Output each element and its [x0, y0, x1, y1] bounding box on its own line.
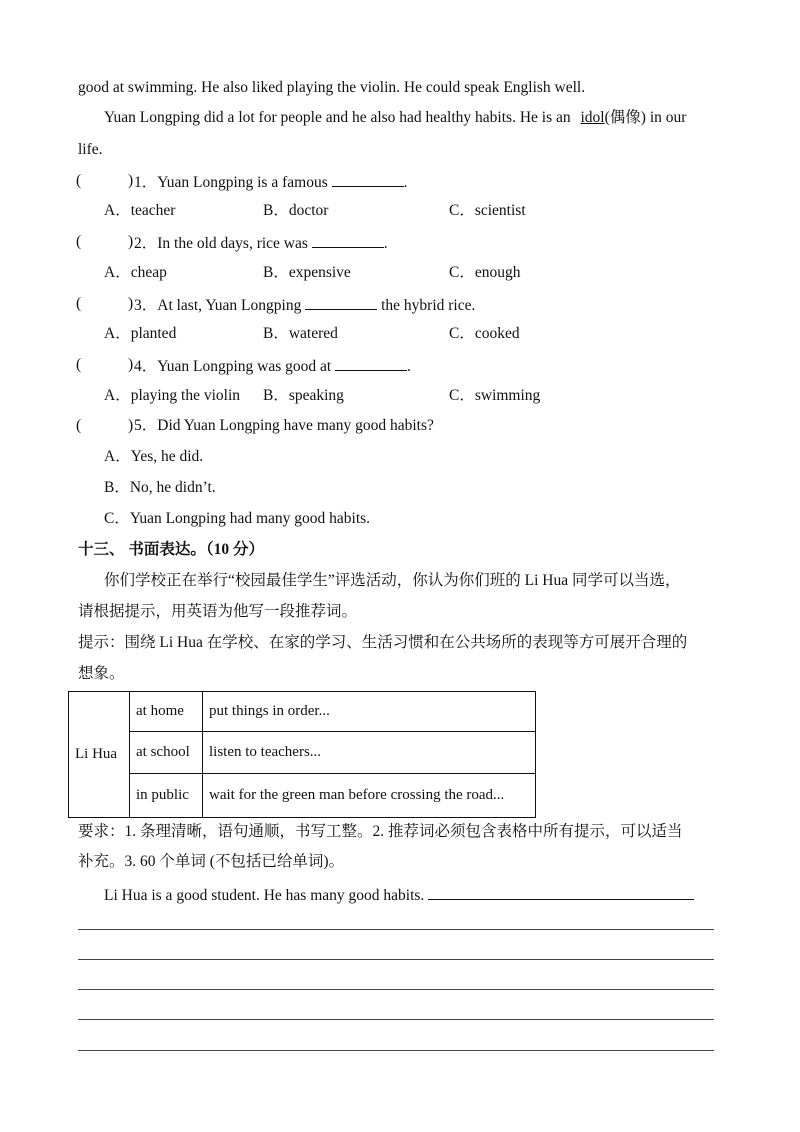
question-stem: 1．Yuan Longping is a famous . — [134, 171, 407, 193]
option-c[interactable]: C．Yuan Longping had many good habits. — [104, 510, 371, 527]
question-stem: 3．At last, Yuan Longping the hybrid rice. — [134, 294, 475, 316]
place-cell: in public — [130, 774, 203, 818]
option-b[interactable]: B．expensive — [263, 264, 351, 281]
answer-blank[interactable] — [305, 294, 377, 310]
question-stem: 2．In the old days, rice was . — [134, 232, 388, 254]
option-b[interactable]: B．No, he didn’t. — [104, 479, 216, 496]
section-title: 十三、 书面表达。（10 分） — [78, 541, 265, 558]
option-a[interactable]: A．Yes, he did. — [104, 448, 204, 465]
question-stem: 4．Yuan Longping was good at . — [134, 355, 411, 377]
answer-blank[interactable] — [332, 171, 404, 187]
option-c[interactable]: C．swimming — [449, 387, 541, 404]
hint-cell: listen to teachers... — [203, 732, 536, 774]
option-c[interactable]: C．enough — [449, 264, 521, 281]
writing-starter: Li Hua is a good student. He has many good habits. — [104, 884, 694, 906]
option-a[interactable]: A．playing the violin — [104, 387, 241, 404]
answer-paren-open: ( — [76, 172, 82, 189]
answer-paren-close: ) — [128, 233, 134, 250]
hint-cell: wait for the green man before crossing the road... — [203, 774, 536, 818]
answer-paren-open: ( — [76, 295, 82, 312]
option-b[interactable]: B．watered — [263, 325, 338, 342]
answer-blank[interactable] — [335, 355, 407, 371]
instruction-line: 你们学校正在举行“校园最佳学生”评选活动，你认为你们班的 Li Hua 同学可以当选， — [104, 572, 681, 589]
requirement-line: 要求：1. 条理清晰，语句通顺，书写工整。2. 推荐词必须包含表格中所有提示，可以适当 — [78, 823, 683, 840]
answer-blank[interactable] — [428, 884, 694, 900]
passage-line: life. — [78, 141, 103, 158]
idol-word: idol — [580, 109, 605, 126]
answer-blank[interactable] — [312, 232, 384, 248]
table-row — [69, 692, 536, 732]
hint-cell: put things in order... — [203, 692, 536, 732]
answer-paren-open: ( — [76, 417, 82, 434]
passage-line: good at swimming. He also liked playing the violin. He could speak English well. — [78, 79, 586, 96]
place-cell: at school — [130, 732, 203, 774]
question-stem: 5．Did Yuan Longping have many good habits? — [134, 417, 434, 434]
student-name-cell: Li Hua — [69, 692, 130, 818]
hint-line: 想象。 — [78, 665, 125, 682]
place-cell: at home — [130, 692, 203, 732]
option-b[interactable]: B．doctor — [263, 202, 329, 219]
passage-line — [104, 108, 686, 128]
option-a[interactable]: A．teacher — [104, 202, 176, 219]
option-c[interactable]: C．cooked — [449, 325, 520, 342]
answer-paren-close: ) — [128, 417, 134, 434]
requirement-line: 补充。3. 60 个单词 (不包括已给单词)。 — [78, 853, 345, 870]
hint-line: 提示：围绕 Li Hua 在学校、在家的学习、生活习惯和在公共场所的表现等方可展开合理的 — [78, 634, 688, 651]
writing-line[interactable] — [78, 959, 714, 960]
answer-paren-open: ( — [76, 233, 82, 250]
answer-paren-close: ) — [128, 295, 134, 312]
answer-paren-open: ( — [76, 356, 82, 373]
table-row — [69, 732, 536, 774]
writing-line[interactable] — [78, 1019, 714, 1020]
answer-paren-close: ) — [128, 172, 134, 189]
table-row — [69, 774, 536, 818]
writing-line[interactable] — [78, 929, 714, 930]
hints-table — [68, 691, 536, 818]
option-a[interactable]: A．planted — [104, 325, 177, 342]
passage-text: (偶像) in our — [604, 109, 687, 126]
option-a[interactable]: A．cheap — [104, 264, 167, 281]
option-b[interactable]: B．speaking — [263, 387, 344, 404]
option-c[interactable]: C．scientist — [449, 202, 526, 219]
passage-text: Yuan Longping did a lot for people and he also had healthy habits. He is an — [104, 109, 571, 126]
answer-paren-close: ) — [128, 356, 134, 373]
writing-line[interactable] — [78, 989, 714, 990]
instruction-line: 请根据提示，用英语为他写一段推荐词。 — [78, 603, 358, 620]
writing-line[interactable] — [78, 1050, 714, 1051]
